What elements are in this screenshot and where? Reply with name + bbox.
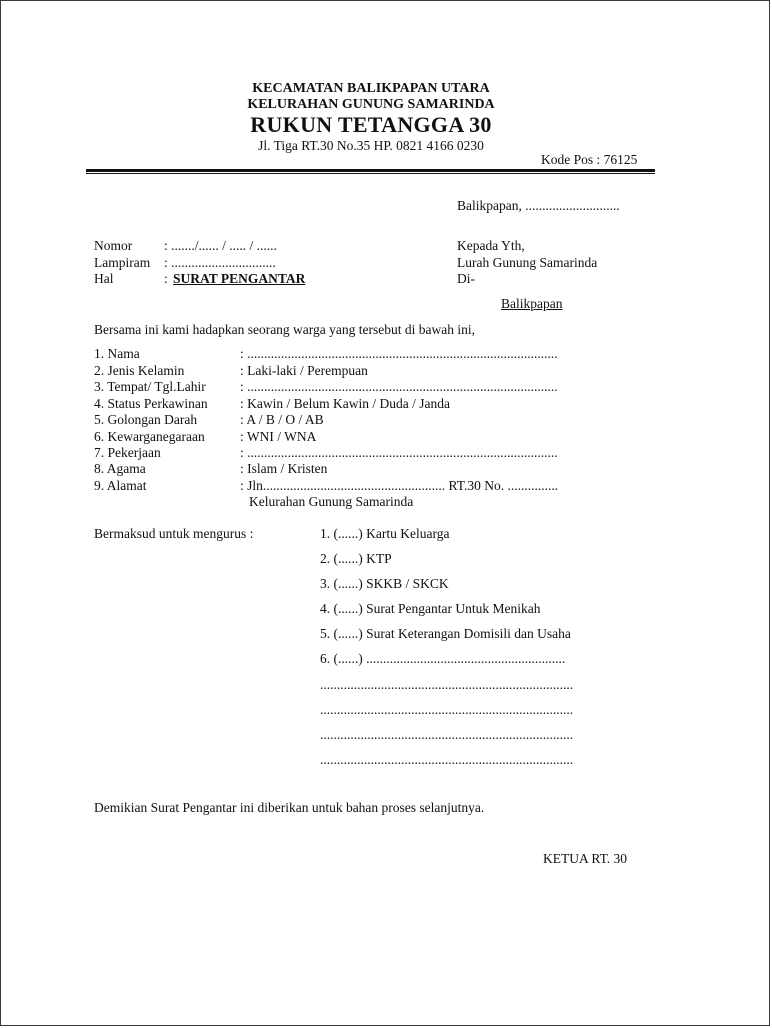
field-label: 9. Alamat [94,478,147,493]
intro-text: Bersama ini kami hadapkan seorang warga yang tersebut di bawah ini, [94,322,476,337]
purpose-item: 5. (......) Surat Keterangan Domisili dan Usaha [320,626,571,641]
place-date: Balikpapan, ............................ [457,198,620,213]
signature-title: KETUA RT. 30 [543,851,628,866]
purpose-item: 2. (......) KTP [320,551,392,566]
purpose-label: Bermaksud untuk mengurus : [94,526,254,541]
field-value: : A / B / O / AB [240,412,324,427]
header-district: KECAMATAN BALIKPAPAN UTARA [252,81,490,96]
field-label: 1. Nama [94,346,140,361]
purpose-blank-line: ........................................................................... [320,727,574,742]
purpose-item: 6. (......) ........................................................... [320,651,566,666]
hal-colon: : [164,271,168,286]
hal-label: Hal [94,271,114,286]
header-address: Jl. Tiga RT.30 No.35 HP. 0821 4166 0230 [258,138,484,153]
field-value: : ............................................................................................ [240,379,558,394]
header-title: RUKUN TETANGGA 30 [250,112,492,137]
recipient-name: Lurah Gunung Samarinda [457,255,598,270]
field-value: : Jln...................................................... RT.30 No. ............... [240,478,559,493]
purpose-item: 4. (......) Surat Pengantar Untuk Menikah [320,601,541,616]
field-label: 4. Status Perkawinan [94,396,208,411]
field-label: 8. Agama [94,461,146,476]
field-value: : ............................................................................................ [240,445,558,460]
nomor-label: Nomor [94,238,133,253]
field-label: 6. Kewarganegaraan [94,429,205,444]
purpose-item: 3. (......) SKKB / SKCK [320,576,449,591]
closing-text: Demikian Surat Pengantar ini diberikan untuk bahan proses selanjutnya. [94,800,485,815]
header-subdistrict: KELURAHAN GUNUNG SAMARINDA [247,97,495,112]
purpose-blank-line: ........................................................................... [320,702,574,717]
header-rule-thick [86,169,655,172]
field-label: 2. Jenis Kelamin [94,363,185,378]
purpose-blank-line: ........................................................................... [320,677,574,692]
field-label: 5. Golongan Darah [94,412,198,427]
nomor-value: : ......./...... / ..... / ...... [164,238,277,253]
field-label: 3. Tempat/ Tgl.Lahir [94,379,206,394]
field-value: : Kawin / Belum Kawin / Duda / Janda [240,396,450,411]
field-value: : Laki-laki / Perempuan [240,363,368,378]
recipient-city: Balikpapan [501,296,563,311]
purpose-blank-line: ........................................................................... [320,752,574,767]
lampiran-label: Lampiram [94,255,151,270]
hal-value: SURAT PENGANTAR [173,271,306,286]
recipient-salutation: Kepada Yth, [457,238,525,253]
lampiran-value: : ............................... [164,255,276,270]
field-value: : WNI / WNA [240,429,317,444]
field-label: 7. Pekerjaan [94,445,161,460]
field-value: : Islam / Kristen [240,461,328,476]
postal-code: Kode Pos : 76125 [541,152,638,167]
purpose-item: 1. (......) Kartu Keluarga [320,526,450,541]
header-rule-thin [86,173,655,174]
address-line2: Kelurahan Gunung Samarinda [249,494,414,509]
recipient-di: Di- [457,271,475,286]
field-value: : ............................................................................................ [240,346,558,361]
